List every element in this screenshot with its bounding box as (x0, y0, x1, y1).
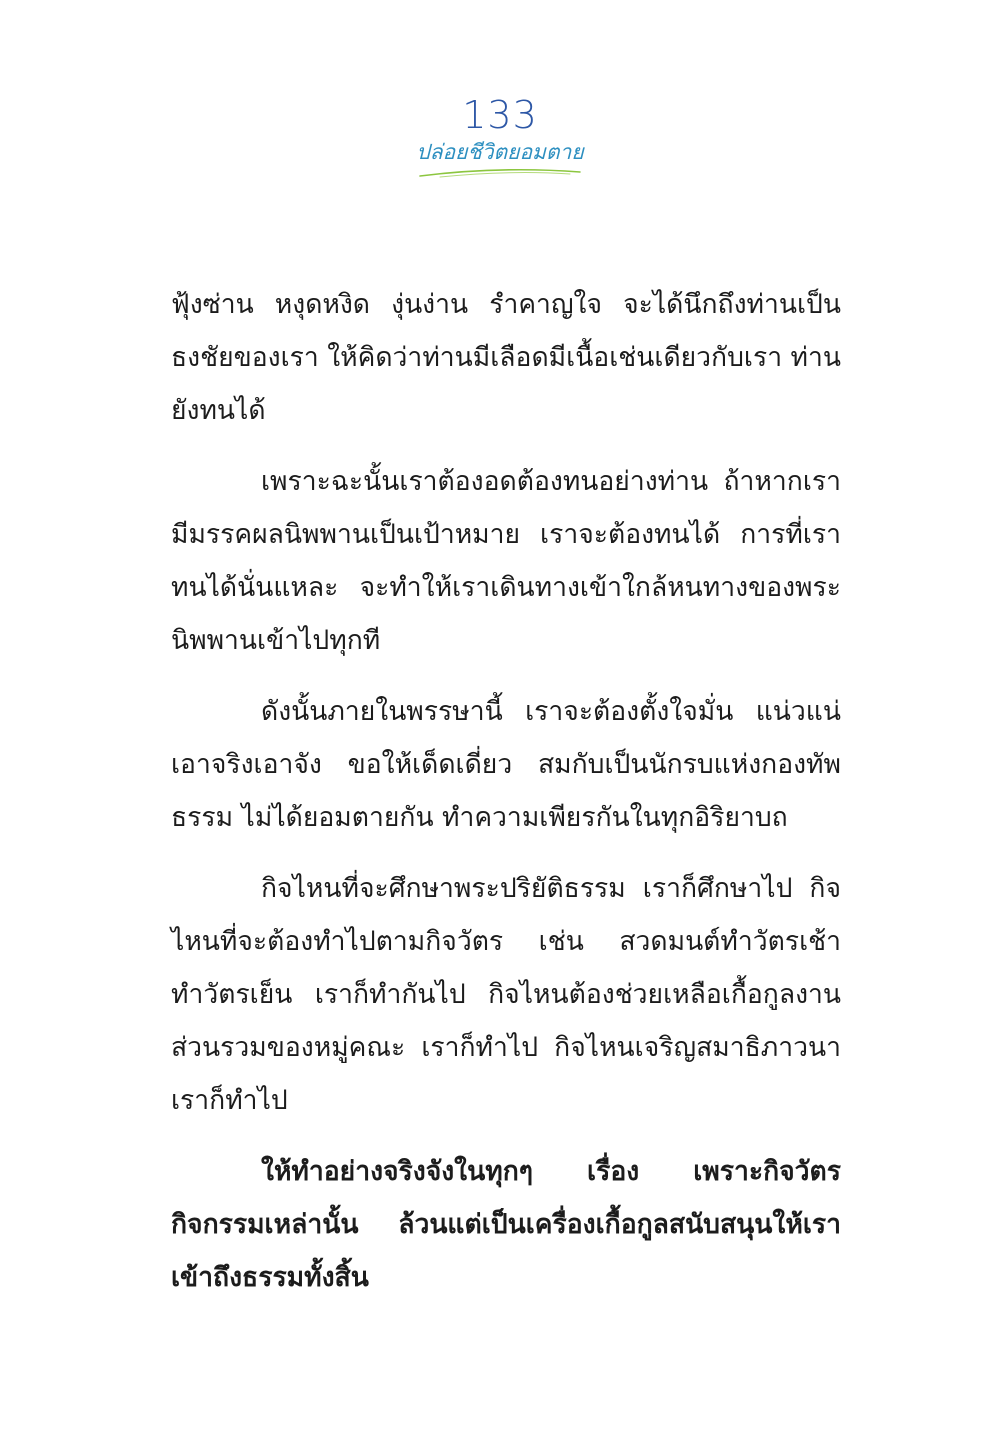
title-swoosh-decoration (400, 164, 600, 182)
book-title: ปล่อยชีวิตยอมตาย (416, 140, 584, 164)
paragraph-1: ฟุ้งซ่าน หงุดหงิด งุ่นง่าน รำคาญใจ จะได้นึกถึงท่านเป็นธงชัยของเรา ให้คิดว่าท่านมีเลือดมีเนื้อเช่นเดียวกับเรา ท่านยังทนได้ (171, 289, 841, 426)
paragraph-5-emphasis: ให้ทำอย่างจริงจังในทุกๆ เรื่อง เพราะกิจวัตรกิจกรรมเหล่านั้น ล้วนแต่เป็นเครื่องเกื้อกูลสนับสนุนให้เราเข้าถึงธรรมทั้งสิ้น (171, 1156, 841, 1293)
paragraph-2: เพราะฉะนั้นเราต้องอดต้องทนอย่างท่าน ถ้าหากเรามีมรรคผลนิพพานเป็นเป้าหมาย เราจะต้องทนได้ การที่เราทนได้นั่นแหละ จะทำให้เราเดินทางเข้าใกล้หนทางของพระนิพพานเข้าไปทุกที (171, 466, 841, 656)
page-header (0, 92, 1000, 182)
page-number: 133 (462, 93, 538, 137)
paragraph-4: กิจไหนที่จะศึกษาพระปริยัติธรรม เราก็ศึกษาไป กิจไหนที่จะต้องทำไปตามกิจวัตร เช่น สวดมนต์ทำวัตรเช้าทำวัตรเย็น เราก็ทำกันไป กิจไหนต้องช่วยเหลือเกื้อกูลงานส่วนรวมของหมู่คณะ เราก็ทำไป กิจไหนเจริญสมาธิภาวนาเราก็ทำไป (171, 873, 841, 1116)
body-text (171, 278, 841, 1322)
paragraph-3: ดังนั้นภายในพรรษานี้ เราจะต้องตั้งใจมั่น แน่วแน่เอาจริงเอาจัง ขอให้เด็ดเดี่ยว สมกับเป็นนักรบแห่งกองทัพธรรม ไม่ได้ยอมตายกัน ทำความเพียรกันในทุกอิริยาบถ (171, 696, 841, 833)
